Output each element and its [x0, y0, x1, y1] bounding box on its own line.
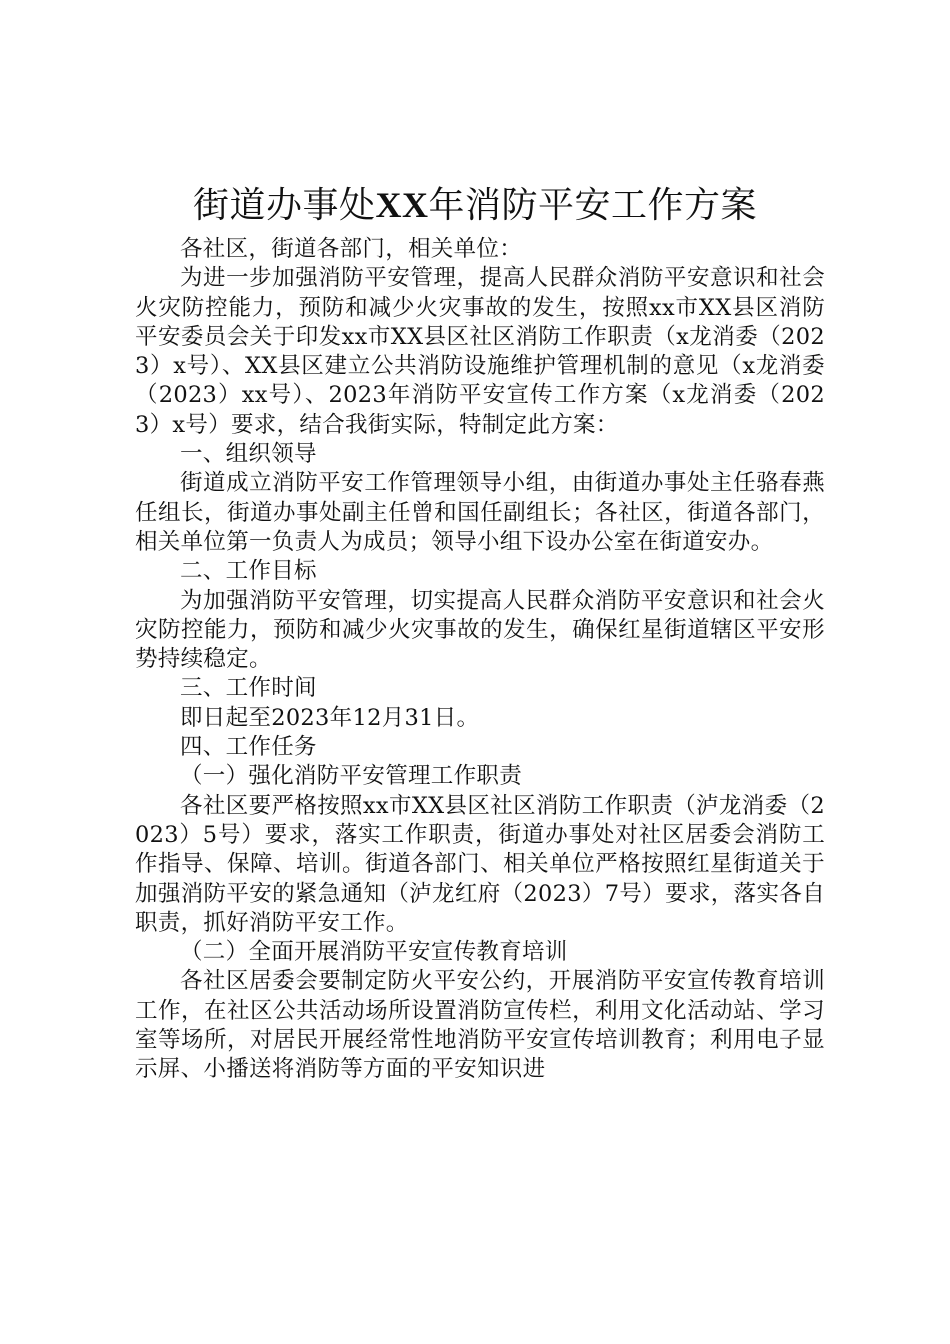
- salutation: 各社区，街道各部门，相关单位：: [180, 236, 523, 262]
- time-paragraph: 即日起至2023年12月31日。: [180, 704, 480, 731]
- education-paragraph: 各社区居委会要制定防火平安公约，开展消防平安宣传教育培训工作，在社区公共活动场所设置消防宣传栏，利用文化活动站、学习室等场所，对居民开展经常性地消防平安宣传培训教育；利用电子显示屏、小播送将消防等方面的平安知识进: [135, 968, 825, 1083]
- subheading-education: （二）全面开展消防平安宣传教育培训: [180, 939, 568, 966]
- organization-paragraph: 街道成立消防平安工作管理领导小组，由街道办事处主任骆春燕任组长，街道办事处副主任曾和国任副组长；各社区，街道各部门，相关单位第一负责人为成员；领导小组下设办公室在街道安办。: [135, 470, 825, 555]
- section-heading-goals: 二、工作目标: [180, 558, 317, 585]
- responsibilities-paragraph: 各社区要严格按照xx市XX县区社区消防工作职责（泸龙消委（2023）5号）要求，落实工作职责，街道办事处对社区居委会消防工作指导、保障、培训。街道各部门、相关单位严格按照红星街道关于加强消防平安的紧急通知（泸龙红府（2023）7号）要求，落实各自职责，抓好消防平安工作。: [135, 792, 825, 936]
- section-heading-time: 三、工作时间: [180, 675, 317, 702]
- document-title: [0, 180, 950, 231]
- document-body: [135, 235, 825, 1085]
- title-suffix: 年消防平安工作方案: [428, 185, 758, 226]
- intro-paragraph: 为进一步加强消防平安管理，提高人民群众消防平安意识和社会火灾防控能力，预防和减少火灾事故的发生，按照xx市XX县区消防平安委员会关于印发xx市XX县区社区消防工作职责（x龙消委（2023）x号）、XX县区建立公共消防设施维护管理机制的意见（x龙消委（2023）xx号）、2023年消防平安宣传工作方案（x龙消委（2023）x号）要求，结合我街实际，特制定此方案：: [135, 265, 825, 438]
- title-prefix: 街道办事处: [192, 185, 376, 226]
- title-xx: XX: [375, 185, 429, 225]
- section-heading-tasks: 四、工作任务: [180, 734, 317, 761]
- section-heading-organization: 一、组织领导: [180, 441, 317, 468]
- goals-paragraph: 为加强消防平安管理，切实提高人民群众消防平安意识和社会火灾防控能力，预防和减少火灾事故的发生，确保红星街道辖区平安形势持续稳定。: [135, 587, 825, 673]
- subheading-responsibilities: （一）强化消防平安管理工作职责: [180, 763, 523, 790]
